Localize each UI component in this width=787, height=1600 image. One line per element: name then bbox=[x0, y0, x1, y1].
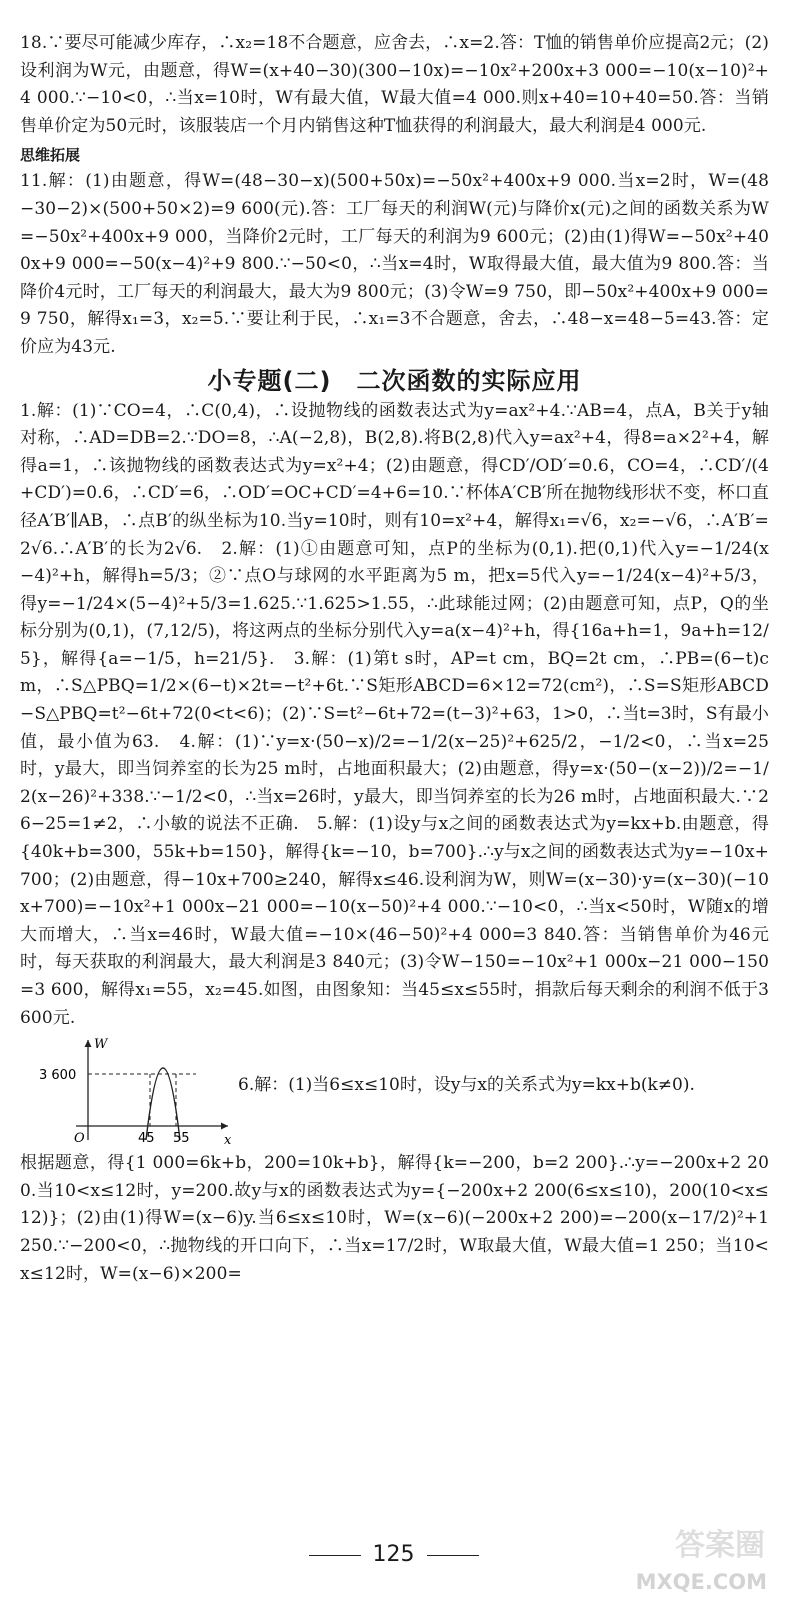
page-number-dash-left bbox=[309, 1555, 361, 1556]
answer-6-start: 6.解：(1)当6≤x≤10时，设y与x的关系式为y=kx+b(k≠0). bbox=[238, 1075, 695, 1096]
answer-11: 11.解：(1)由题意，得W=(48−30−x)(500+50x)=−50x²+400x+9 000.当x=2时，W=(48−30−2)×(500+50×2)=9 600(元).答：工厂每天的利润W(元)与降价x(元)之间的函数关系为W=−50x²+400x+9 000，当降价2元时，工厂每天的利润为9 600元；(2)由(1)得W=−50x²+400x+9 000=−50(x−4)²+9 800.∵−50<0，∴当x=4时，W取得最大值，最大值为9 800.答：当降价4元时，工厂每天的利润最大，最大为9 800元；(3)令W=9 750，即−50x²+400x+9 000=9 750，解得x₁=3，x₂=5.∵要让利于民，∴x₁=3不合题意，舍去，∴48−x=48−5=43.答：定价应为43元. bbox=[20, 171, 769, 357]
watermark-text-cn: 答案圈 bbox=[675, 1528, 765, 1563]
y-axis-label: W bbox=[94, 1037, 108, 1053]
figure-row bbox=[20, 1036, 769, 1148]
section-title: 小专题(二) 二次函数的实际应用 bbox=[207, 366, 582, 395]
answers-1-to-5: 1.解：(1)∵CO=4，∴C(0,4)，∴设抛物线的函数表达式为y=ax²+4.∵AB=4，点A，B关于y轴对称，∴AD=DB=2.∵DO=8，∴A(−2,8)，B(2,8).将B(2,8)代入y=ax²+4，得8=a×2²+4，解得a=1，∴该抛物线的函数表达式为y=x²+4；(2)由题意，得CD′/OD′=0.6，CO=4，∴CD′/(4+CD′)=0.6，∴CD′=6，∴OD′=OC+CD′=4+6=10.∵杯体A′CB′所在抛物线形状不变，杯口直径A′B′∥AB，∴点B′的纵坐标为10.当y=10时，则有10=x²+4，解得x₁=√6，x₂=−√6，∴A′B′=2√6.∴A′B′的长为2√6. 2.解：(1)①由题意可知，点P的坐标为(0,1).把(0,1)代入y=−1/24(x−4)²+h，解得h=5/3；②∵点O与球网的水平距离为5 m，把x=5代入y=−1/24(x−4)²+5/3，得y=−1/24×(5−4)²+5/3=1.625.∵1.625>1.55，∴此球能过网；(2)由题意可知，点P，Q的坐标分别为(0,1)，(7,12/5)，将这两点的坐标分别代入y=a(x−4)²+h，得{16a+h=1，9a+h=12/5}，解得{a=−1/5，h=21/5}. 3.解：(1)第t s时，AP=t cm，BQ=2t cm，∴PB=(6−t)cm，∴S△PBQ=1/2×(6−t)×2t=−t²+6t.∵S矩形ABCD=6×12=72(cm²)，∴S=S矩形ABCD−S△PBQ=t²−6t+72(0<t<6)；(2)∵S=t²−6t+72=(t−3)²+63，1>0，∴当t=3时，S有最小值，最小值为63. 4.解：(1)∵y=x·(50−x)/2=−1/2(x−25)²+625/2，−1/2<0，∴当x=25时，y最大，即当饲养室的长为25 m时，占地面积最大；(2)由题意，得y=x·(50−(x−2))/2=−1/2(x−26)²+338.∵−1/2<0，∴当x=26时，y最大，即当饲养室的长为26 m时，占地面积最大.∵26−25=1≠2，∴小敏的说法不正确. 5.解：(1)设y与x之间的函数表达式为y=kx+b.由题意，得{40k+b=300，55k+b=150}，解得{k=−10，b=700}.∴y与x之间的函数表达式为y=−10x+700；(2)由题意，得−10x+700≥240，解得x≤46.设利润为W，则W=(x−30)·y=(x−30)(−10x+700)=−10x²+1 000x−21 000=−10(x−50)²+4 000.∵−10<0，∴当x<50时，W随x的增大而增大，∴当x=46时，W最大值=−10×(46−50)²+4 000=3 840.答：当销售单价为46元时，每天获取的利润最大，最大利润是3 840元；(3)令W−150=−10x²+1 000x−21 000−150=3 600，解得x₁=55，x₂=45.如图，由图象知：当45≤x≤55时，捐款后每天剩余的利润不低于3 600元. bbox=[20, 400, 769, 1028]
x-axis-arrow bbox=[221, 1123, 228, 1130]
origin-label: O bbox=[74, 1131, 85, 1147]
parabola-figure bbox=[38, 1036, 238, 1148]
page-number-dash-right bbox=[427, 1555, 479, 1556]
x-axis-label: x bbox=[224, 1133, 232, 1149]
watermark-logo bbox=[623, 1516, 773, 1596]
watermark-text-url: MXQE.COM bbox=[635, 1570, 767, 1594]
y-tick-3600: 3 600 bbox=[39, 1068, 77, 1084]
x-tick-45: 45 bbox=[138, 1131, 155, 1147]
x-tick-55: 55 bbox=[173, 1131, 190, 1147]
section-subhead: 思维拓展 bbox=[20, 146, 81, 165]
answer-6-continued: 根据题意，得{1 000=6k+b，200=10k+b}，解得{k=−200，b=2 200}.∴y=−200x+2 200.当10<x≤12时，y=200.故y与x的函数表达式为y={−200x+2 200(6≤x≤10)，200(10<x≤12)}；(2)由(1)得W=(x−6)y.当6≤x≤10时，W=(x−6)(−200x+2 200)=−200(x−17/2)²+1 250.∵−200<0，∴抛物线的开口向下，∴当x=17/2时，W取最大值，W最大值=1 250；当10<x≤12时，W=(x−6)×200= bbox=[20, 1153, 769, 1284]
y-axis-arrow bbox=[85, 1040, 92, 1047]
parabola-curve bbox=[146, 1068, 180, 1140]
answer-18-continued: 18.∵要尽可能减少库存，∴x₂=18不合题意，应舍去，∴x=2.答：T恤的销售单价应提高2元；(2)设利润为W元，由题意，得W=(x+40−30)(300−10x)=−10x²+200x+3 000=−10(x−10)²+4 000.∵−10<0，∴当x=10时，W有最大值，W最大值=4 000.则x+40=10+40=50.答：当销售单价定为50元时，该服装店一个月内销售这种T恤获得的利润最大，最大利润是4 000元. bbox=[20, 33, 769, 136]
page-number: 125 bbox=[372, 1542, 415, 1567]
